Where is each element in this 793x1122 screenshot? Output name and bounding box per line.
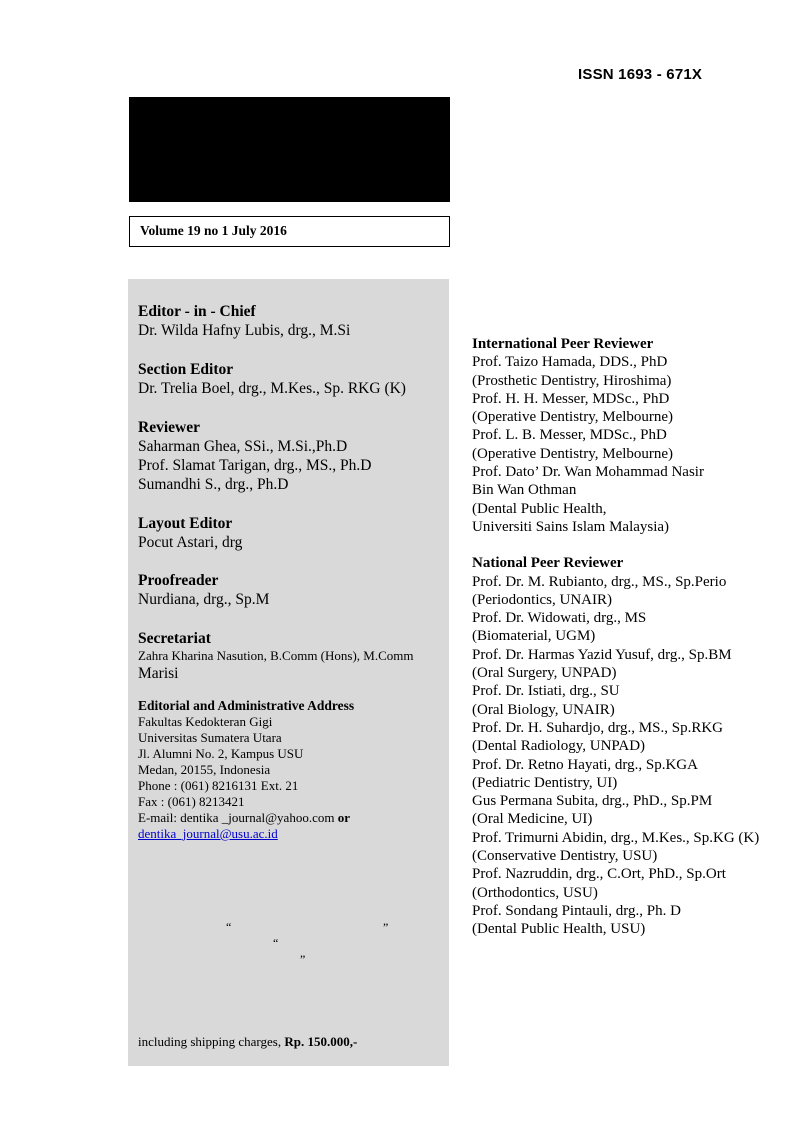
cover-banner [129, 97, 450, 202]
international-reviewers-heading: International Peer Reviewer [472, 336, 654, 352]
reviewer-line: (Dental Radiology, UNPAD) [472, 738, 646, 755]
quote-mark: ” [383, 920, 389, 934]
reviewer-line: (Conservative Dentistry, USU) [472, 848, 658, 865]
editorial-board-panel [128, 279, 449, 1066]
subscription-price [138, 1034, 357, 1050]
reviewer-line: Bin Wan Othman [472, 482, 577, 499]
reviewer-line: Prof. Dr. Harmas Yazid Yusuf, drg., Sp.BM [472, 646, 732, 663]
reviewer-line: (Operative Dentistry, Melbourne) [472, 445, 674, 462]
editor-in-chief-name: Dr. Wilda Hafny Lubis, drg., M.Si [138, 322, 351, 339]
price-value: Rp. 150.000,- [284, 1034, 358, 1049]
address-line: Medan, 20155, Indonesia [138, 762, 271, 777]
email-or: or [337, 810, 350, 825]
reviewer-section [138, 418, 371, 494]
layout-editor-heading: Layout Editor [138, 515, 233, 532]
phone-line: Phone : (061) 8216131 Ext. 21 [138, 778, 299, 793]
reviewer-line: Prof. Dr. Istiati, drg., SU [472, 683, 620, 700]
layout-editor-section [138, 514, 242, 552]
editor-in-chief-section [138, 302, 350, 340]
fax-line: Fax : (061) 8213421 [138, 794, 245, 809]
reviewer-line: (Oral Medicine, UI) [472, 811, 593, 828]
reviewer-line: Prof. Nazruddin, drg., C.Ort, PhD., Sp.Ort [472, 866, 726, 883]
volume-label: Volume 19 no 1 July 2016 [140, 223, 287, 238]
reviewer-line: (Biomaterial, UGM) [472, 628, 596, 645]
reviewer-name: Sumandhi S., drg., Ph.D [138, 476, 289, 493]
reviewer-line: (Pediatric Dentistry, UI) [472, 774, 618, 791]
reviewer-line: (Orthodontics, USU) [472, 884, 598, 901]
quote-mark: ” [300, 952, 306, 966]
reviewer-line: (Dental Public Health, USU) [472, 921, 646, 938]
reviewer-line: Prof. Dato’ Dr. Wan Mohammad Nasir [472, 464, 704, 481]
price-text: including shipping charges, [138, 1034, 285, 1049]
secretariat-name: Marisi [138, 665, 179, 682]
section-editor-name: Dr. Trelia Boel, drg., M.Kes., Sp. RKG (K) [138, 380, 406, 397]
national-reviewers [472, 554, 787, 938]
reviewer-line: Prof. Dr. H. Suhardjo, drg., MS., Sp.RKG [472, 719, 723, 736]
section-editor-heading: Section Editor [138, 361, 234, 378]
reviewer-line: Prof. Dr. M. Rubianto, drg., MS., Sp.Perio [472, 573, 727, 590]
address-section [138, 698, 354, 842]
email-line [138, 810, 354, 826]
reviewer-line: (Prosthetic Dentistry, Hiroshima) [472, 372, 672, 389]
reviewer-line: Universiti Sains Islam Malaysia) [472, 518, 670, 535]
peer-reviewers-column [472, 335, 787, 939]
proofreader-section [138, 571, 269, 609]
quote-mark: “ [226, 920, 232, 934]
reviewer-line: Prof. Dr. Retno Hayati, drg., Sp.KGA [472, 756, 698, 773]
volume-box [129, 216, 450, 247]
address-line: Fakultas Kedokteran Gigi [138, 714, 273, 729]
layout-editor-name: Pocut Astari, drg [138, 534, 243, 551]
reviewer-line: (Dental Public Health, [472, 500, 607, 517]
secretariat-name: Zahra Kharina Nasution, B.Comm (Hons), M.Comm [138, 648, 414, 663]
address-line: Universitas Sumatera Utara [138, 730, 282, 745]
issn-number: ISSN 1693 - 671X [578, 66, 703, 83]
email-link[interactable]: dentika_journal@usu.ac.id [138, 826, 278, 841]
secretariat-section [138, 629, 414, 683]
reviewer-line: Prof. H. H. Messer, MDSc., PhD [472, 390, 670, 407]
reviewer-name: Saharman Ghea, SSi., M.Si.,Ph.D [138, 438, 348, 455]
section-spacer [472, 536, 787, 554]
reviewer-line: Prof. L. B. Messer, MDSc., PhD [472, 427, 667, 444]
proofreader-heading: Proofreader [138, 572, 219, 589]
proofreader-name: Nurdiana, drg., Sp.M [138, 591, 270, 608]
international-reviewers [472, 335, 787, 536]
reviewer-line: Prof. Dr. Widowati, drg., MS [472, 610, 647, 627]
reviewer-line: Prof. Taizo Hamada, DDS., PhD [472, 354, 668, 371]
reviewer-name: Prof. Slamat Tarigan, drg., MS., Ph.D [138, 457, 372, 474]
secretariat-heading: Secretariat [138, 630, 211, 647]
editor-in-chief-heading: Editor - in - Chief [138, 303, 256, 320]
section-editor-section [138, 360, 406, 398]
reviewer-line: Prof. Trimurni Abidin, drg., M.Kes., Sp.KG (K) [472, 829, 760, 846]
reviewer-line: (Oral Surgery, UNPAD) [472, 665, 617, 682]
reviewer-heading: Reviewer [138, 419, 200, 436]
national-reviewers-heading: National Peer Reviewer [472, 555, 624, 572]
reviewer-line: (Operative Dentistry, Melbourne) [472, 409, 674, 426]
address-heading: Editorial and Administrative Address [138, 698, 355, 713]
address-line: Jl. Alumni No. 2, Kampus USU [138, 746, 304, 761]
reviewer-line: (Periodontics, UNAIR) [472, 591, 612, 608]
reviewer-line: Gus Permana Subita, drg., PhD., Sp.PM [472, 793, 713, 810]
reviewer-line: Prof. Sondang Pintauli, drg., Ph. D [472, 902, 681, 919]
quote-mark: “ [273, 936, 279, 950]
email-text: E-mail: dentika _journal@yahoo.com [138, 810, 338, 825]
reviewer-line: (Oral Biology, UNAIR) [472, 701, 615, 718]
